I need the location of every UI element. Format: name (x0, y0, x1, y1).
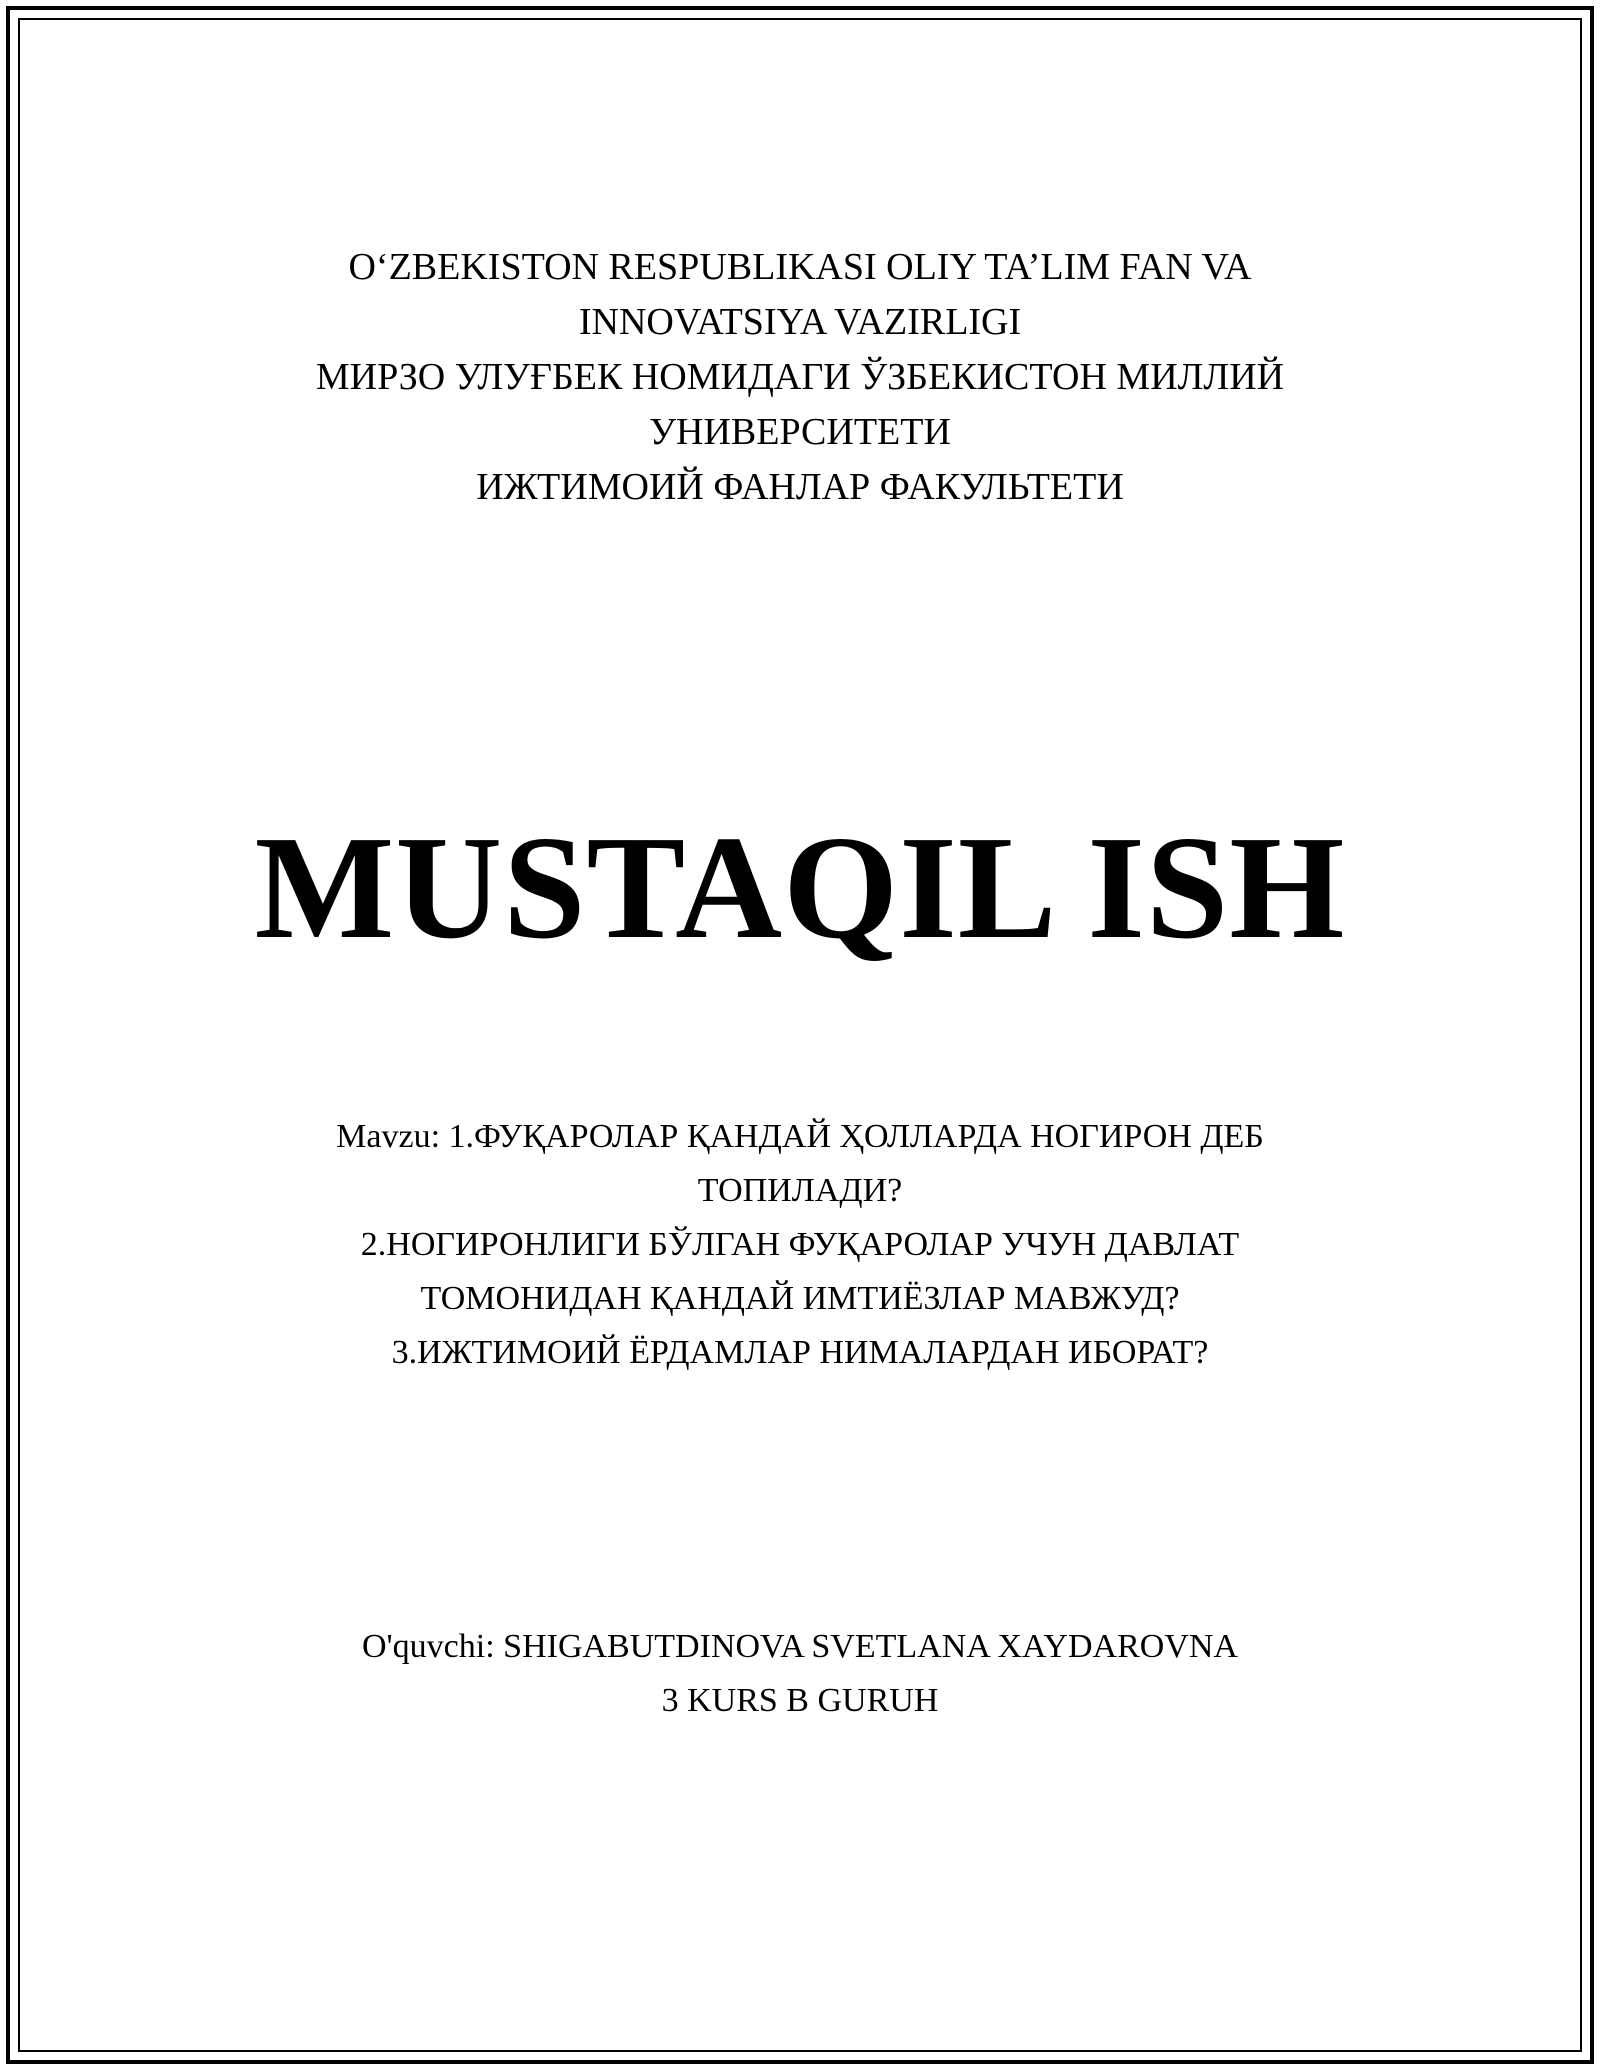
topic-line-2: ТОПИЛАДИ? (697, 1172, 903, 1209)
header-line-university-2: УНИВЕРСИТЕТИ (649, 411, 951, 453)
topic-line-1: Mavzu: 1.ФУҚАРОЛАР ҚАНДАЙ ҲОЛЛАРДА НОГИРОН ДЕБ (336, 1118, 1264, 1155)
topic-line-5: 3.ИЖТИМОИЙ ЁРДАМЛАР НИМАЛАРДАН ИБОРАТ? (391, 1334, 1209, 1371)
header-line-ministry-1: O‘ZBEKISTON RESPUBLIKASI OLIY TA’LIM FAN VA (348, 246, 1252, 288)
header-line-ministry-2: INNOVATSIYA VAZIRLIGI (578, 301, 1022, 343)
student-course-group: 3 KURS B GURUH (661, 1682, 939, 1719)
topic-section (0, 1110, 1600, 1380)
student-name: O'quvchi: SHIGABUTDINOVA SVETLANA XAYDAROVNA (362, 1628, 1238, 1665)
student-info (0, 1620, 1600, 1728)
topic-line-4: ТОМОНИДАН ҚАНДАЙ ИМТИЁЗЛАР МАВЖУД? (420, 1280, 1180, 1317)
header-line-university-1: МИРЗО УЛУҒБЕК НОМИДАГИ ЎЗБЕКИСТОН МИЛЛИЙ (315, 356, 1285, 398)
topic-line-3: 2.НОГИРОНЛИГИ БЎЛГАН ФУҚАРОЛАР УЧУН ДАВЛАТ (360, 1226, 1240, 1263)
header-line-faculty: ИЖТИМОИЙ ФАНЛАР ФАКУЛЬТЕТИ (476, 466, 1124, 508)
document-title: MUSTAQIL ISH (254, 806, 1346, 970)
institution-header (0, 240, 1600, 515)
